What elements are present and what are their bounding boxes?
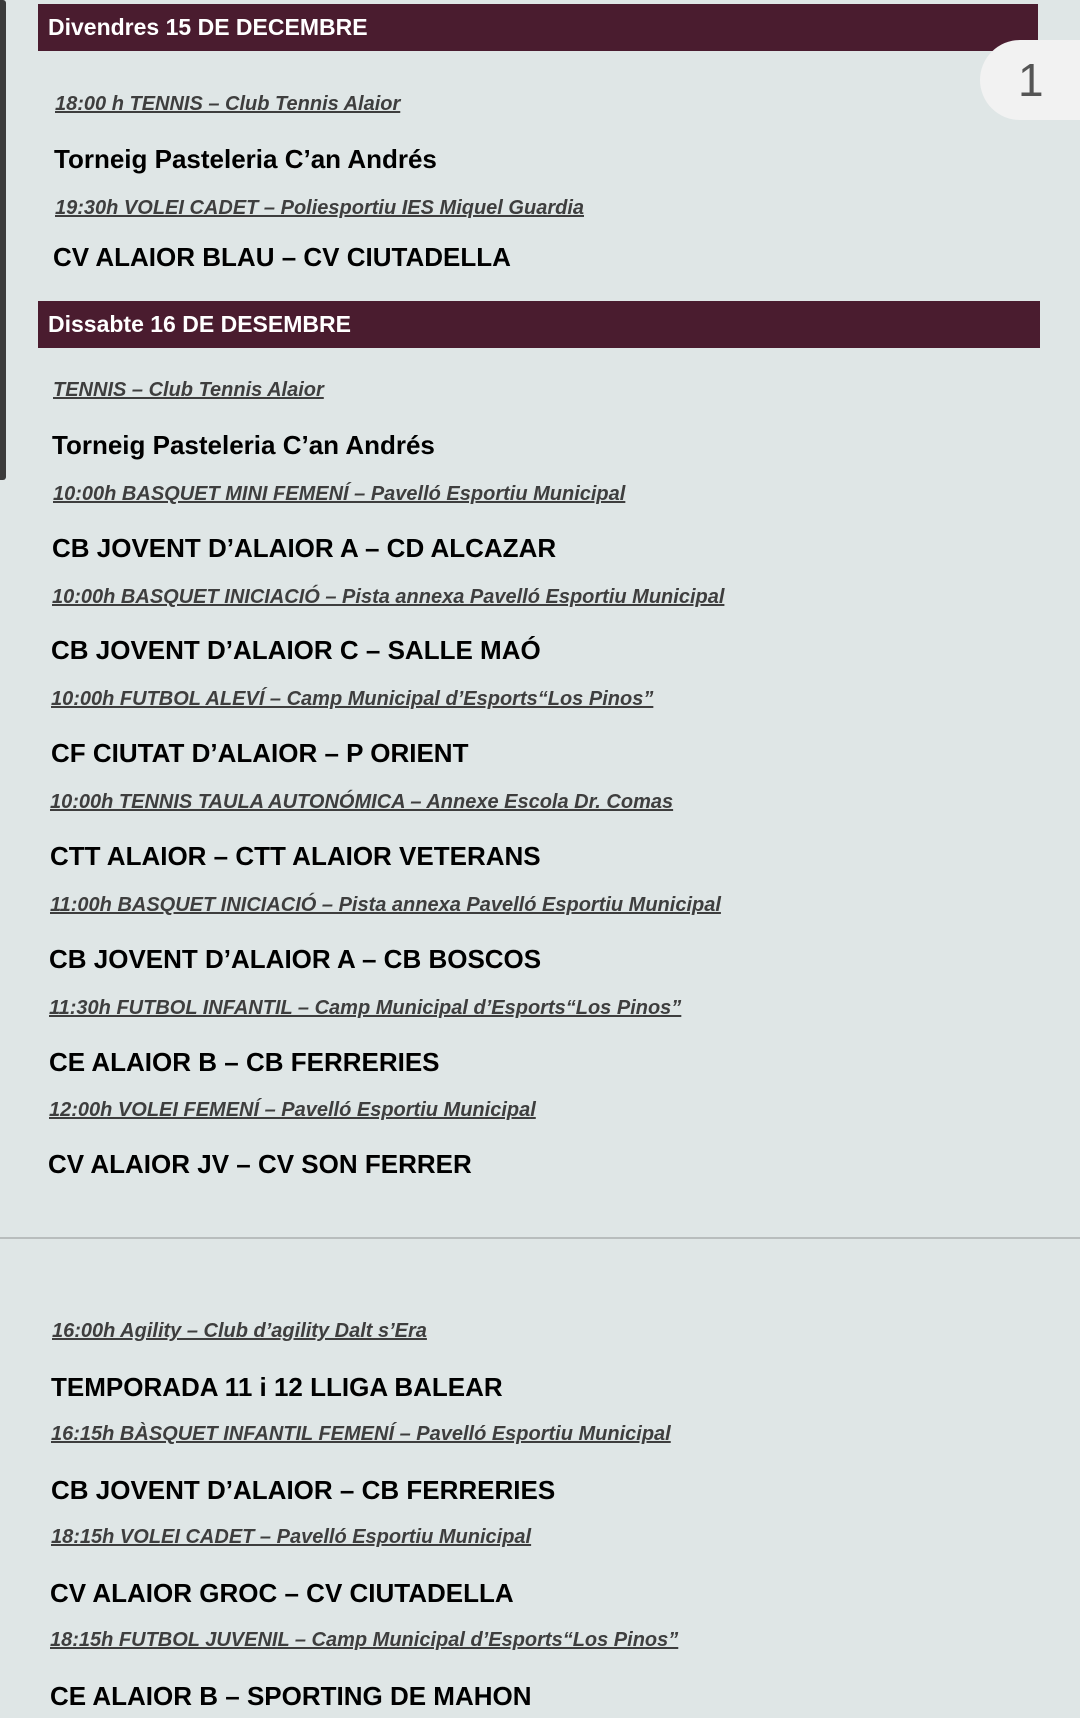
event-info[interactable]: 10:00h BASQUET MINI FEMENÍ – Pavelló Esportiu Municipal xyxy=(53,483,626,505)
event-match: CTT ALAIOR – CTT ALAIOR VETERANS xyxy=(50,841,541,871)
event-info[interactable]: 10:00h FUTBOL ALEVÍ – Camp Municipal d’Esports“Los Pinos” xyxy=(51,688,654,710)
event-match: CB JOVENT D’ALAIOR – CB FERRERIES xyxy=(51,1475,556,1505)
event-info[interactable]: 12:00h VOLEI FEMENÍ – Pavelló Esportiu Municipal xyxy=(49,1099,536,1121)
page-number-badge: 1 xyxy=(980,40,1080,120)
event-info[interactable]: 19:30h VOLEI CADET – Poliesportiu IES Miquel Guardia xyxy=(55,197,584,219)
event-info[interactable]: 18:15h VOLEI CADET – Pavelló Esportiu Municipal xyxy=(51,1526,532,1548)
event-info[interactable]: 11:00h BASQUET INICIACIÓ – Pista annexa Pavelló Esportiu Municipal xyxy=(50,894,721,916)
event-info[interactable]: 16:15h BÀSQUET INFANTIL FEMENÍ – Pavelló Esportiu Municipal xyxy=(51,1423,671,1445)
event-info[interactable]: 18:15h FUTBOL JUVENIL – Camp Municipal d’Esports“Los Pinos” xyxy=(50,1629,679,1651)
event-match: CV ALAIOR BLAU – CV CIUTADELLA xyxy=(53,242,511,272)
event-info[interactable]: 10:00h BASQUET INICIACIÓ – Pista annexa Pavelló Esportiu Municipal xyxy=(52,586,725,608)
event-info[interactable]: 10:00h TENNIS TAULA AUTONÓMICA – Annexe Escola Dr. Comas xyxy=(50,791,674,813)
event-match: CE ALAIOR B – CB FERRERIES xyxy=(49,1047,440,1077)
event-info[interactable]: 16:00h Agility – Club d’agility Dalt s’Era xyxy=(52,1320,427,1342)
page-separator xyxy=(0,1237,1080,1239)
event-info[interactable]: TENNIS – Club Tennis Alaior xyxy=(53,379,324,401)
event-match: CE ALAIOR B – SPORTING DE MAHON xyxy=(50,1681,532,1711)
event-match: Torneig Pasteleria C’an Andrés xyxy=(52,430,435,460)
event-match: CB JOVENT D’ALAIOR A – CB BOSCOS xyxy=(49,944,542,974)
event-match: CB JOVENT D’ALAIOR A – CD ALCAZAR xyxy=(52,533,557,563)
event-match: CF CIUTAT D’ALAIOR – P ORIENT xyxy=(51,738,469,768)
scroll-indicator xyxy=(0,0,6,480)
event-match: CV ALAIOR GROC – CV CIUTADELLA xyxy=(50,1578,514,1608)
day-header: Dissabte 16 DE DESEMBRE xyxy=(38,301,1040,348)
event-match: TEMPORADA 11 i 12 LLIGA BALEAR xyxy=(51,1372,503,1402)
event-match: CV ALAIOR JV – CV SON FERRER xyxy=(48,1149,472,1179)
event-info[interactable]: 18:00 h TENNIS – Club Tennis Alaior xyxy=(55,93,401,115)
event-match: CB JOVENT D’ALAIOR C – SALLE MAÓ xyxy=(51,635,541,665)
event-info[interactable]: 11:30h FUTBOL INFANTIL – Camp Municipal d’Esports“Los Pinos” xyxy=(49,997,682,1019)
day-header: Divendres 15 DE DECEMBRE xyxy=(38,4,1038,51)
event-match: Torneig Pasteleria C’an Andrés xyxy=(54,144,437,174)
